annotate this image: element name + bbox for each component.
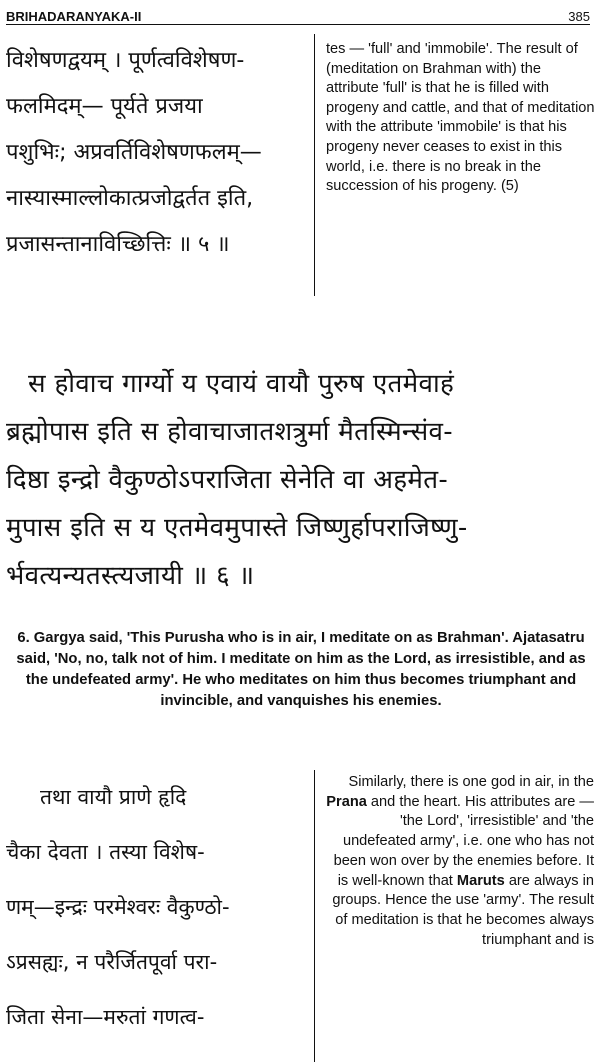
sanskrit-line: प्रजासन्तानाविच्छित्तिः ॥ ५ ॥ [6, 232, 230, 257]
verse-line: मुपास इति स य एतमेवमुपास्ते जिष्णुर्हापराजिष्णु- [6, 513, 468, 543]
verse-translation: 6. Gargya said, 'This Purusha who is in air, I meditate on as Brahman'. Ajatasatru said, 'No, no, talk not of him. I meditate on him as the Lord, as irresistible, and as the undefeated army'. He who meditates on him thus becomes triumphant and invincible, and vanquishes his enemies. [16, 630, 586, 709]
mantra-verse [6, 360, 598, 600]
text-run: Similarly, there is one god in air, in the [348, 774, 594, 790]
sanskrit-line: जिता सेना—मरुतां गणत्व- [6, 1005, 205, 1029]
page-header [6, 2, 590, 25]
column-divider [314, 770, 315, 1062]
sanskrit-line: ऽप्रसह्यः, न परैर्जितपूर्वा परा- [6, 950, 218, 974]
sanskrit-line: णम्—इन्द्रः परमेश्वरः वैकुण्ठो- [6, 895, 230, 919]
column-divider [314, 34, 315, 296]
verse-line: स होवाच गार्ग्यो य एवायं वायौ पुरुष एतमेवाहं [28, 369, 455, 399]
verse-line: र्भवत्यन्यतस्त्यजायी ॥ ६ ॥ [6, 561, 255, 591]
verse-line: ब्रह्मोपास इति स होवाचाजातशत्रुर्मा मैतस्मिन्संव- [6, 417, 453, 447]
text-run: and the heart. His attributes are — 'the Lord', 'irresistible' and 'the undefeated army', i.e. one who has not been won over by the enemies before. It is well-known that [333, 793, 594, 889]
term-prana: Prana [326, 793, 367, 810]
english-commentary-1: tes — 'full' and 'immobile'. The result of (meditation on Brahman with) the attribute 'full' is that he is filled with progeny and cattle, and that of meditation with the attribute 'immobile' is that his progeny never ceases to exist in this world, i.e. there is no break in the succession of his progeny. (5) [326, 41, 595, 195]
sanskrit-line: फलमिदम्— पूर्यते प्रजया [6, 94, 203, 119]
sanskrit-line: पशुभिः; अप्रवर्तिविशेषणफलम्— [6, 140, 262, 165]
verse-line: दिष्ठा इन्द्रो वैकुण्ठोऽपराजिता सेनेति वा अहमेत- [6, 465, 449, 495]
sanskrit-commentary-2 [6, 770, 306, 1045]
english-commentary-2 [326, 773, 594, 950]
sanskrit-commentary-1 [6, 38, 306, 268]
text-run: are always in groups. Hence the use 'army'. The result of meditation is that he becomes always triumphant and is [332, 872, 594, 948]
page-number: 385 [568, 9, 590, 24]
sanskrit-line: विशेषणद्वयम् । पूर्णत्वविशेषण- [6, 48, 245, 73]
sanskrit-line: चैका देवता । तस्या विशेष- [6, 840, 205, 864]
sanskrit-line: नास्यास्माल्लोकात्प्रजोद्वर्तत इति, [6, 186, 254, 211]
term-maruts: Maruts [456, 872, 505, 889]
sanskrit-line: तथा वायौ प्राणे हृदि [40, 785, 187, 809]
running-title: BRIHADARANYAKA-II [6, 9, 142, 24]
